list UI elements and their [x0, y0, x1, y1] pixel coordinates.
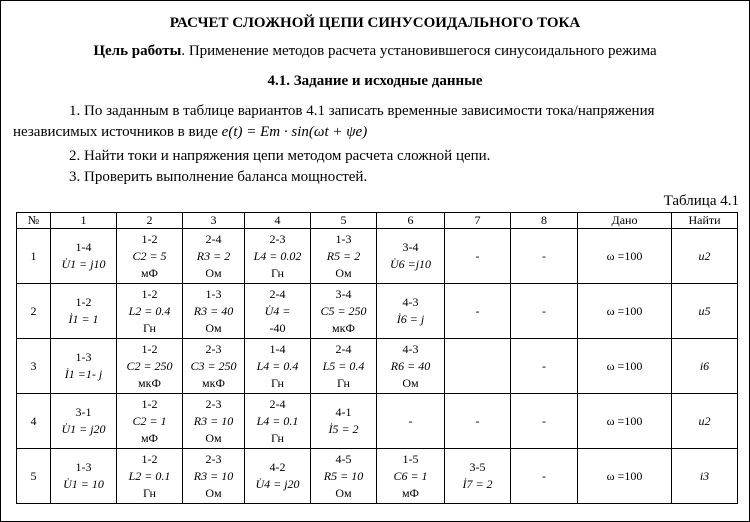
goal-text: . Применение методов расчета установившегося синусоидального режима — [181, 43, 657, 59]
branch-cell — [117, 449, 183, 504]
element-value: U̇1 = j20 — [61, 422, 106, 436]
element-value: C6 = 1 — [393, 468, 428, 483]
branch-nodes: 2-3 — [205, 451, 222, 466]
given-cell: ω =100 — [578, 229, 672, 284]
branch-nodes: 1-3 — [75, 460, 92, 474]
element-value: İ1 = 1 — [68, 312, 99, 326]
element-value: R3 = 10 — [193, 413, 234, 428]
branch-cell-content — [245, 459, 310, 493]
header-cell: 6 — [377, 213, 445, 229]
header-cell: 4 — [245, 213, 311, 229]
branch-cell-content — [511, 358, 577, 375]
branch-cell-content — [183, 451, 244, 502]
element-unit: Гн — [271, 265, 284, 280]
branch-nodes: 2-3 — [269, 231, 286, 246]
element-value: U̇1 = j10 — [61, 257, 106, 271]
branch-nodes: - — [408, 413, 413, 428]
element-value: U̇4 = j20 — [255, 477, 300, 491]
branch-nodes: - — [542, 358, 546, 373]
element-unit: мФ — [140, 265, 159, 280]
branch-cell — [311, 339, 377, 394]
element-value: C3 = 250 — [190, 358, 237, 373]
branch-cell-content — [445, 303, 510, 320]
table-row — [17, 284, 738, 339]
element-value: C2 = 1 — [132, 413, 167, 428]
branch-cell — [511, 284, 578, 339]
task-1 — [13, 101, 739, 143]
branch-cell — [117, 229, 183, 284]
variants-table — [16, 212, 738, 504]
branch-nodes: 1-3 — [205, 286, 222, 301]
element-unit: Гн — [271, 375, 284, 390]
branch-nodes: 3-5 — [469, 460, 486, 474]
branch-cell — [245, 394, 311, 449]
element-unit: Гн — [337, 375, 350, 390]
branch-nodes: 1-2 — [141, 231, 158, 246]
branch-cell-content — [377, 239, 444, 273]
find-cell: u2 — [672, 394, 738, 449]
branch-cell — [511, 394, 578, 449]
branch-cell-content — [311, 404, 376, 438]
section-heading: 4.1. Задание и исходные данные — [267, 73, 483, 89]
branch-cell-content — [51, 404, 116, 438]
branch-cell — [183, 284, 245, 339]
element-unit: мкФ — [202, 375, 225, 390]
element-value: İ7 = 2 — [462, 477, 493, 491]
branch-nodes: 1-2 — [75, 295, 92, 309]
branch-nodes: 1-4 — [269, 341, 286, 356]
branch-cell-content — [245, 341, 310, 392]
element-unit: Ом — [335, 485, 352, 500]
source-formula: e(t) = Em · sin(ωt + ψe) — [221, 124, 368, 140]
branch-nodes: 4-3 — [402, 341, 419, 356]
element-value: C2 = 5 — [132, 248, 167, 263]
branch-cell — [311, 449, 377, 504]
goal-line — [1, 43, 749, 60]
element-value: C2 = 250 — [126, 358, 173, 373]
branch-cell — [445, 394, 511, 449]
row-number: 4 — [17, 394, 51, 449]
find-cell: i3 — [672, 449, 738, 504]
branch-cell-content — [117, 451, 182, 502]
branch-nodes: 2-3 — [205, 341, 222, 356]
task-1-text: 1. По заданным в таблице вариантов 4.1 записать временные зависимости тока/напряжения независимых источников в виде — [13, 103, 655, 140]
branch-cell — [511, 339, 578, 394]
element-unit: Гн — [143, 320, 156, 335]
branch-cell — [377, 449, 445, 504]
branch-cell — [377, 284, 445, 339]
branch-cell-content — [511, 248, 577, 265]
branch-nodes: - — [542, 468, 546, 483]
branch-nodes: 2-4 — [269, 286, 286, 301]
branch-cell-content — [245, 286, 310, 337]
branch-cell — [51, 394, 117, 449]
branch-cell-content — [245, 396, 310, 447]
branch-cell — [183, 229, 245, 284]
header-cell: Найти — [672, 213, 738, 229]
branch-cell — [511, 449, 578, 504]
given-cell: ω =100 — [578, 394, 672, 449]
branch-cell-content — [117, 286, 182, 337]
header-cell: 2 — [117, 213, 183, 229]
element-value: İ6 = j — [396, 312, 425, 326]
branch-cell-content — [183, 286, 244, 337]
branch-cell — [245, 339, 311, 394]
branch-cell-content — [183, 396, 244, 447]
branch-nodes: - — [475, 303, 480, 318]
branch-cell-content — [183, 341, 244, 392]
branch-cell — [311, 394, 377, 449]
branch-cell-content — [117, 396, 182, 447]
branch-nodes: 1-2 — [141, 341, 158, 356]
table-row — [17, 229, 738, 284]
element-value: İ1 =1- j — [64, 367, 103, 381]
header-cell: 8 — [511, 213, 578, 229]
branch-nodes: 1-3 — [335, 231, 352, 246]
branch-cell — [311, 284, 377, 339]
branch-cell — [445, 449, 511, 504]
element-value: L4 = 0.02 — [253, 248, 302, 263]
table-caption: Таблица 4.1 — [663, 193, 739, 209]
branch-nodes: 3-4 — [335, 286, 352, 301]
branch-nodes: 1-2 — [141, 396, 158, 411]
row-number: 5 — [17, 449, 51, 504]
element-value: U̇4 = — [264, 303, 291, 318]
branch-cell — [245, 229, 311, 284]
given-cell: ω =100 — [578, 449, 672, 504]
element-unit: Гн — [271, 430, 284, 445]
branch-cell-content — [51, 294, 116, 328]
branch-nodes: 2-3 — [205, 396, 222, 411]
table-row — [17, 449, 738, 504]
branch-cell-content — [245, 231, 310, 282]
branch-cell-content — [183, 231, 244, 282]
branch-cell-content — [511, 413, 577, 430]
element-unit: мкФ — [332, 320, 355, 335]
branch-cell — [51, 339, 117, 394]
table-header-row — [17, 213, 738, 229]
branch-cell-content — [117, 341, 182, 392]
branch-nodes: 1-3 — [75, 350, 92, 364]
branch-cell-content — [311, 341, 376, 392]
branch-nodes: 3-1 — [75, 405, 92, 419]
branch-cell-content — [445, 459, 510, 493]
element-unit: -40 — [269, 320, 286, 335]
branch-cell-content — [51, 349, 116, 383]
branch-nodes: - — [542, 248, 546, 263]
header-cell: № — [17, 213, 51, 229]
branch-cell-content — [445, 413, 510, 430]
branch-nodes: 1-2 — [141, 451, 158, 466]
branch-nodes: - — [475, 413, 480, 428]
branch-nodes: 2-4 — [205, 231, 222, 246]
element-unit: Ом — [205, 320, 222, 335]
branch-cell — [117, 394, 183, 449]
branch-cell — [245, 449, 311, 504]
element-value: C5 = 250 — [320, 303, 367, 318]
branch-nodes: 1-2 — [141, 286, 158, 301]
header-cell: Дано — [578, 213, 672, 229]
branch-nodes: - — [542, 303, 546, 318]
element-value: R3 = 10 — [193, 468, 234, 483]
element-value: R3 = 40 — [193, 303, 234, 318]
element-value: R6 = 40 — [390, 358, 431, 373]
branch-nodes: 4-1 — [335, 405, 352, 419]
branch-cell — [117, 284, 183, 339]
header-cell: 3 — [183, 213, 245, 229]
element-value: L4 = 0.1 — [256, 413, 299, 428]
element-unit: Ом — [335, 265, 352, 280]
branch-cell — [51, 284, 117, 339]
branch-cell-content — [377, 341, 444, 392]
element-value: L2 = 0.1 — [128, 468, 171, 483]
element-unit: Гн — [143, 485, 156, 500]
branch-cell — [445, 284, 511, 339]
branch-cell-content — [511, 303, 577, 320]
element-value: İ5 = 2 — [328, 422, 359, 436]
row-number: 2 — [17, 284, 51, 339]
goal-label: Цель работы — [93, 43, 182, 59]
branch-nodes: 4-3 — [402, 295, 419, 309]
branch-cell-content — [311, 231, 376, 282]
branch-nodes: 3-4 — [402, 240, 419, 254]
branch-cell — [377, 394, 445, 449]
branch-cell — [51, 229, 117, 284]
branch-nodes: 4-5 — [335, 451, 352, 466]
branch-cell-content — [377, 451, 444, 502]
element-value: R5 = 10 — [323, 468, 364, 483]
element-value: R3 = 2 — [196, 248, 231, 263]
element-value: L2 = 0.4 — [128, 303, 171, 318]
find-cell: i6 — [672, 339, 738, 394]
element-unit: Ом — [205, 485, 222, 500]
row-number: 3 — [17, 339, 51, 394]
branch-cell-content — [511, 468, 577, 485]
task-3: 3. Проверить выполнение баланса мощностей. — [69, 169, 368, 185]
given-cell: ω =100 — [578, 284, 672, 339]
table-row — [17, 394, 738, 449]
header-cell: 7 — [445, 213, 511, 229]
branch-cell-content — [445, 248, 510, 265]
branch-cell — [445, 229, 511, 284]
element-unit: мФ — [140, 430, 159, 445]
task-2: 2. Найти токи и напряжения цепи методом расчета сложной цепи. — [69, 148, 491, 164]
element-value: R5 = 2 — [326, 248, 361, 263]
branch-cell — [245, 284, 311, 339]
branch-cell-content — [377, 294, 444, 328]
branch-nodes: - — [475, 248, 480, 263]
branch-cell — [445, 339, 511, 394]
table-row — [17, 339, 738, 394]
element-unit: мкФ — [138, 375, 161, 390]
branch-cell — [377, 339, 445, 394]
element-value: L4 = 0.4 — [256, 358, 299, 373]
branch-nodes: - — [542, 413, 546, 428]
branch-cell-content — [51, 239, 116, 273]
branch-cell-content — [311, 286, 376, 337]
branch-cell — [183, 394, 245, 449]
branch-cell — [511, 229, 578, 284]
header-cell: 5 — [311, 213, 377, 229]
branch-cell — [117, 339, 183, 394]
element-unit: Ом — [205, 430, 222, 445]
find-cell: u2 — [672, 229, 738, 284]
element-unit: мФ — [401, 485, 420, 500]
branch-cell — [377, 229, 445, 284]
branch-nodes: 2-4 — [269, 396, 286, 411]
element-value: U̇6 =j10 — [389, 257, 432, 271]
branch-cell-content — [377, 413, 444, 430]
branch-nodes: 1-4 — [75, 240, 92, 254]
branch-cell-content — [311, 451, 376, 502]
branch-cell — [51, 449, 117, 504]
document-title: РАСЧЕТ СЛОЖНОЙ ЦЕПИ СИНУСОИДАЛЬНОГО ТОКА — [169, 15, 581, 31]
element-value: U̇1 = 10 — [63, 477, 104, 491]
element-unit: Ом — [402, 375, 419, 390]
branch-nodes: 2-4 — [335, 341, 352, 356]
element-value: L5 = 0.4 — [322, 358, 365, 373]
row-number: 1 — [17, 229, 51, 284]
branch-cell-content — [117, 231, 182, 282]
branch-cell — [311, 229, 377, 284]
find-cell: u5 — [672, 284, 738, 339]
element-unit: Ом — [205, 265, 222, 280]
branch-cell-content — [51, 459, 116, 493]
branch-cell — [183, 339, 245, 394]
branch-cell — [183, 449, 245, 504]
branch-nodes: 4-2 — [269, 460, 286, 474]
given-cell: ω =100 — [578, 339, 672, 394]
branch-nodes: 1-5 — [402, 451, 419, 466]
header-cell: 1 — [51, 213, 117, 229]
